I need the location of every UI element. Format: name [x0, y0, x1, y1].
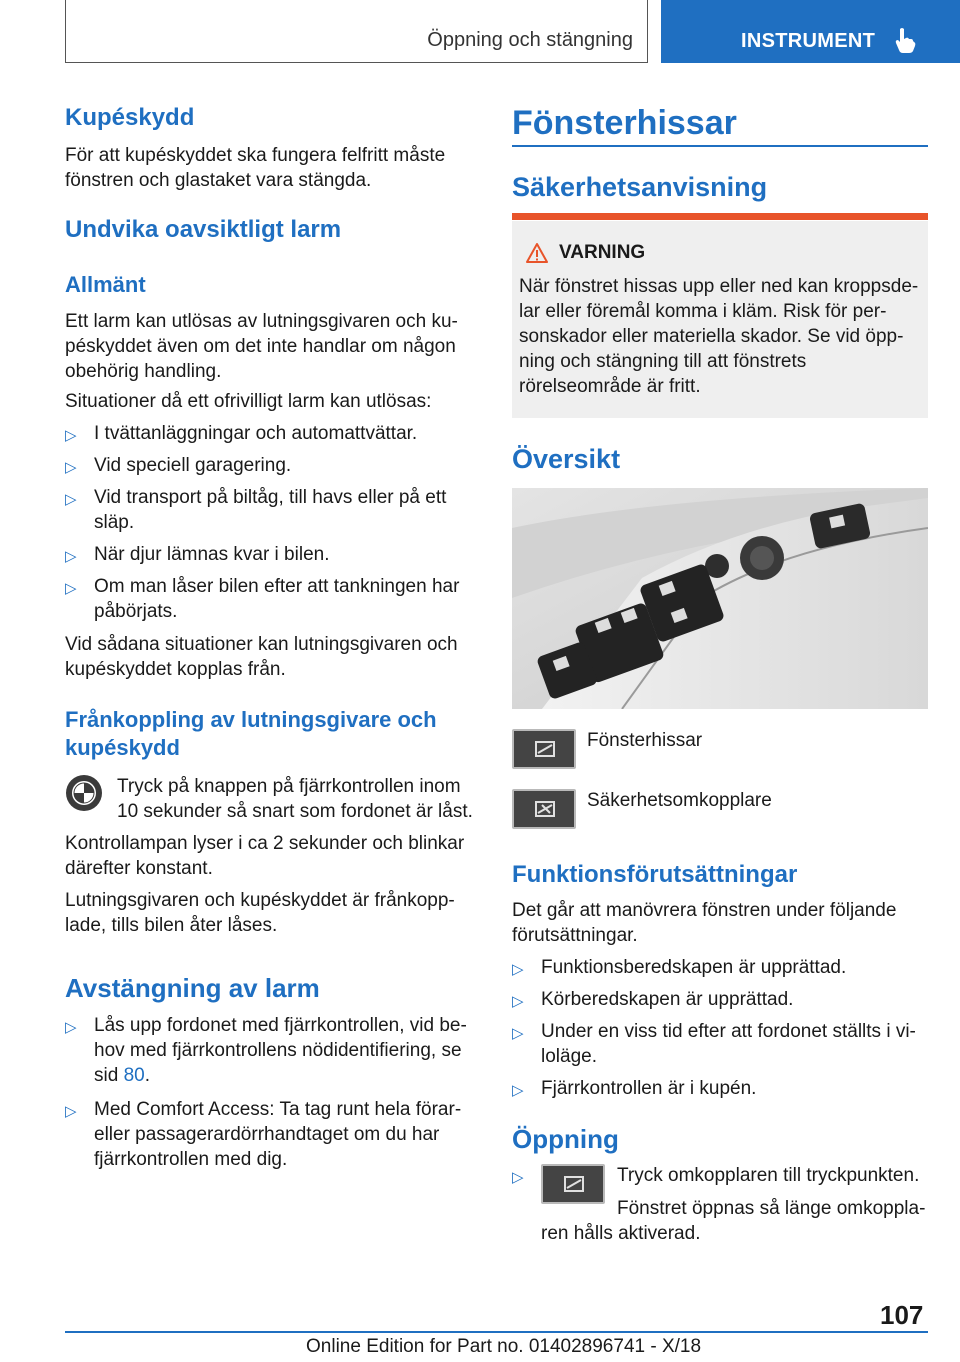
list-item-text [94, 485, 446, 535]
text-line: fjärrkontrollen med dig. [94, 1149, 288, 1170]
list-item-text [541, 1019, 916, 1069]
heading-fonsterhissar: Fönsterhissar [512, 104, 737, 142]
text-line: Tryck på knappen på fjärrkontrollen inom [117, 776, 461, 797]
header-chapter-label: INSTRUMENT [741, 30, 876, 52]
triangle-bullet-icon: ▷ [65, 427, 77, 444]
list-item-text [94, 1097, 461, 1172]
warning-triangle-icon [525, 242, 549, 269]
list-item-text: Fjärrkontrollen är i kupén. [541, 1078, 757, 1099]
window-lift-switch-image [512, 729, 576, 769]
triangle-bullet-icon: ▷ [512, 961, 524, 978]
list-item-text: Funktionsberedskapen är upprättad. [541, 957, 847, 978]
header-section-title: Öppning och stängning [427, 29, 633, 51]
triangle-bullet-icon: ▷ [65, 1019, 77, 1036]
bmw-key-button-icon [65, 774, 103, 817]
triangle-bullet-icon: ▷ [65, 548, 77, 565]
paragraph-allmant [65, 309, 458, 384]
text-line: obehörig handling. [65, 361, 222, 382]
heading-undvika: Undvika oavsiktligt larm [65, 216, 342, 243]
text-fragment: . [144, 1065, 150, 1086]
text-line: förutsättningar. [512, 925, 638, 946]
footer-rule [65, 1331, 928, 1333]
text-line: lar eller föremål komma i kläm. Risk för per- [519, 301, 887, 322]
triangle-bullet-icon: ▷ [512, 1169, 524, 1186]
heading-underline [512, 145, 928, 147]
triangle-bullet-icon: ▷ [512, 993, 524, 1010]
paragraph-situationer: Situationer då ett ofrivilligt larm kan utlösas: [65, 391, 432, 412]
text-line: Vid sådana situationer kan lutningsgivaren och [65, 634, 458, 655]
list-item-text: När djur lämnas kvar i bilen. [94, 544, 330, 565]
heading-oppning: Öppning [512, 1124, 619, 1154]
text-line: 10 sekunder så snart som fordonet är låst. [117, 801, 473, 822]
text-line: fönstren och glastaket vara stängda. [65, 170, 372, 191]
list-item-text: I tvättanläggningar och automattvättar. [94, 423, 418, 444]
paragraph-funktion [512, 898, 896, 948]
heading-funktionsforutsattningar: Funktionsförutsättningar [512, 861, 798, 888]
text-fragment: sid [94, 1065, 124, 1086]
paragraph-kupeskydd [65, 143, 445, 193]
triangle-bullet-icon: ▷ [65, 1103, 77, 1120]
text-line: När fönstret hissas upp eller ned kan kroppsde- [519, 276, 919, 297]
header-section-box [65, 0, 648, 63]
text-line: sonskador eller materiella skador. Se vid öpp- [519, 326, 904, 347]
heading-kupeskydd: Kupéskydd [65, 104, 195, 131]
window-lift-switch-image [541, 1164, 605, 1204]
oppning-line-3: ren hålls aktiverad. [541, 1223, 701, 1244]
text-line: Frånkoppling av lutningsgivare och [65, 707, 437, 732]
paragraph-vid-sadana [65, 632, 458, 682]
text-line: Ett larm kan utlösas av lutningsgivaren och ku- [65, 311, 458, 332]
text-line: Under en viss tid efter att fordonet ställts i vi- [541, 1021, 916, 1042]
text-line: Lutningsgivaren och kupéskyddet är frånkopp- [65, 890, 455, 911]
heading-allmant: Allmänt [65, 272, 146, 297]
heading-frankoppling [65, 706, 437, 762]
footer-edition: Online Edition for Part no. 01402896741 - X/18 [306, 1336, 702, 1357]
text-line: ning och stängning till att fönstrets [519, 351, 807, 372]
text-line: släp. [94, 512, 135, 533]
text-line: eller passagerardörrhandtaget om du har [94, 1124, 440, 1145]
list-item-text: Vid speciell garagering. [94, 455, 292, 476]
text-line: därefter konstant. [65, 858, 213, 879]
triangle-bullet-icon: ▷ [65, 580, 77, 597]
text-line: Det går att manövrera fönstren under följande [512, 900, 897, 921]
list-item-text [94, 1013, 467, 1088]
warning-text [519, 274, 918, 399]
triangle-bullet-icon: ▷ [65, 491, 77, 508]
warning-rule [512, 213, 928, 220]
text-line: lade, tills bilen åter låses. [65, 915, 278, 936]
triangle-bullet-icon: ▷ [512, 1025, 524, 1042]
text-line: Kontrollampan lyser i ca 2 sekunder och blinkar [65, 833, 465, 854]
oppning-line-1: Tryck omkopplaren till tryckpunkten. [617, 1165, 920, 1186]
door-panel-image [512, 488, 928, 709]
list-item-text [94, 574, 459, 624]
list-item-text: Körberedskapen är upprättad. [541, 989, 794, 1010]
text-line: Lås upp fordonet med fjärrkontrollen, vid be- [94, 1015, 467, 1036]
heading-oversikt: Översikt [512, 444, 621, 474]
paragraph-lutningsgivaren [65, 888, 455, 938]
text-line: Om man låser bilen efter att tankningen har [94, 576, 460, 597]
text-line: loläge. [541, 1046, 597, 1067]
safety-switch-image [512, 789, 576, 829]
warning-title: VARNING [559, 242, 646, 263]
oppning-line-2: Fönstret öppnas så länge omkoppla- [617, 1198, 926, 1219]
legend-fonsterhissar: Fönsterhissar [587, 730, 703, 751]
text-line: Med Comfort Access: Ta tag runt hela förar- [94, 1099, 462, 1120]
text-line: hov med fjärrkontrollens nödidentifiering, se [94, 1040, 462, 1061]
triangle-bullet-icon: ▷ [65, 459, 77, 476]
header-chapter-tab [661, 0, 960, 63]
text-line: För att kupéskyddet ska fungera felfritt måste [65, 145, 446, 166]
warning-box [512, 221, 928, 418]
paragraph-kontrollampan [65, 831, 464, 881]
text-line: påbörjats. [94, 601, 178, 622]
text-line: péskyddet även om det inte handlar om någon [65, 336, 456, 357]
legend-sakerhetsomkopplare: Säkerhetsomkopplare [587, 790, 772, 811]
text-line: kupéskydd [65, 735, 180, 760]
page-number: 107 [880, 1300, 924, 1330]
heading-avstangning: Avstängning av larm [65, 973, 320, 1003]
triangle-bullet-icon: ▷ [512, 1082, 524, 1099]
page-link[interactable]: 80 [123, 1065, 145, 1086]
text-line [94, 1063, 467, 1088]
text-line: kupéskyddet kopplas från. [65, 659, 286, 680]
heading-sakerhetsanvisning: Säkerhetsanvisning [512, 172, 768, 202]
text-line: Vid transport på biltåg, till havs eller på ett [94, 487, 447, 508]
text-line: rörelseområde är fritt. [519, 376, 701, 397]
paragraph-tryck [117, 774, 473, 824]
pointing-hand-icon [894, 27, 916, 58]
